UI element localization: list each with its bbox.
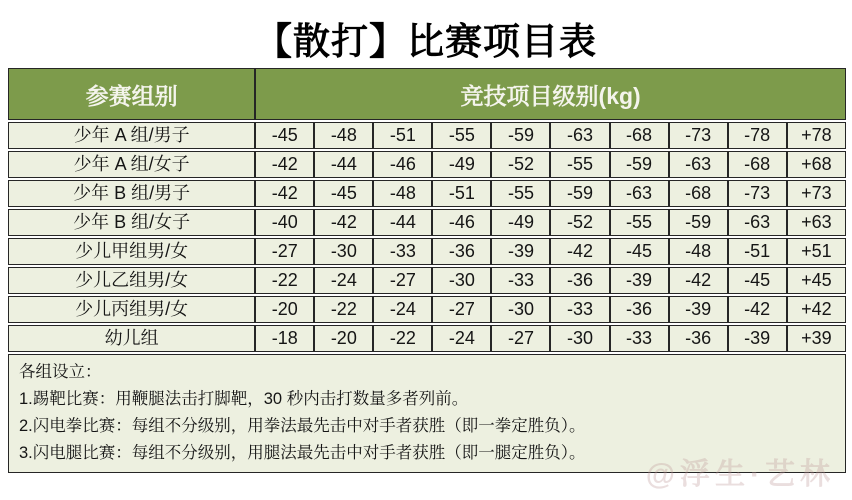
notes-panel: [8, 354, 846, 491]
note-item: 1.踢靶比赛：用鞭腿法击打脚靶，30 秒内击打数量多者列前。: [19, 390, 469, 408]
weight-cell: -44: [373, 209, 432, 236]
weight-cell: -48: [669, 238, 728, 265]
note-item: 3.闪电腿比赛：每组不分级别，用腿法最先击中对手者获胜（即一腿定胜负）。: [19, 444, 586, 462]
weight-cell: -59: [550, 180, 609, 207]
weight-cell: -48: [314, 122, 373, 149]
weight-cell: -68: [610, 122, 669, 149]
column-header-group: 参赛组别: [8, 68, 255, 120]
note-item: 2.闪电拳比赛：每组不分级别，用拳法最先击中对手者获胜（即一拳定胜负）。: [19, 417, 586, 435]
weight-cell: -27: [373, 267, 432, 294]
weight-cell: -45: [255, 122, 314, 149]
weight-cell: -33: [373, 238, 432, 265]
weight-cell: -49: [432, 151, 491, 178]
weight-cell: -42: [550, 238, 609, 265]
weight-cell: -51: [373, 122, 432, 149]
weight-cell: -78: [728, 122, 787, 149]
weight-cell: -59: [491, 122, 550, 149]
weight-cell: +39: [787, 325, 846, 352]
weight-cell: -22: [314, 296, 373, 323]
weight-cell: -73: [728, 180, 787, 207]
weight-cell: -46: [432, 209, 491, 236]
group-cell: 少儿乙组男/女: [8, 267, 255, 294]
table-row: [8, 238, 846, 265]
weight-cell: -49: [491, 209, 550, 236]
weight-cell: +51: [787, 238, 846, 265]
weight-cell: -20: [314, 325, 373, 352]
weight-cell: -63: [550, 122, 609, 149]
weight-cell: +78: [787, 122, 846, 149]
weight-cell: -45: [314, 180, 373, 207]
weight-cell: -39: [491, 238, 550, 265]
weight-cell: -52: [550, 209, 609, 236]
weight-cell: -52: [491, 151, 550, 178]
table-row: [8, 180, 846, 207]
weight-cell: -42: [314, 209, 373, 236]
weight-cell: -46: [373, 151, 432, 178]
weight-cell: -30: [550, 325, 609, 352]
weight-cell: -33: [491, 267, 550, 294]
table-row: [8, 267, 846, 294]
weight-cell: -51: [432, 180, 491, 207]
weight-cell: -42: [669, 267, 728, 294]
weight-cell: -44: [314, 151, 373, 178]
weight-cell: -42: [255, 151, 314, 178]
weight-cell: -68: [669, 180, 728, 207]
weight-cell: -55: [432, 122, 491, 149]
weight-cell: -27: [491, 325, 550, 352]
weight-cell: -63: [669, 151, 728, 178]
weight-cell: -42: [728, 296, 787, 323]
weight-cell: -33: [610, 325, 669, 352]
weight-cell: -20: [255, 296, 314, 323]
weight-cell: -36: [432, 238, 491, 265]
weight-cell: -55: [550, 151, 609, 178]
group-cell: 少儿丙组男/女: [8, 296, 255, 323]
weight-cell: -68: [728, 151, 787, 178]
weight-cell: -27: [432, 296, 491, 323]
weight-cell: +45: [787, 267, 846, 294]
weight-cell: -73: [669, 122, 728, 149]
weight-cell: -30: [432, 267, 491, 294]
weight-cell: -18: [255, 325, 314, 352]
table-row: [8, 151, 846, 178]
group-cell: 少年 A 组/女子: [8, 151, 255, 178]
watermark: @浮生·艺林: [645, 458, 835, 491]
weight-cell: -27: [255, 238, 314, 265]
weight-cell: -24: [373, 296, 432, 323]
weight-cell: -39: [669, 296, 728, 323]
weight-cell: -22: [255, 267, 314, 294]
weight-cell: +68: [787, 151, 846, 178]
header-row: [8, 68, 846, 120]
weight-cell: +73: [787, 180, 846, 207]
weight-cell: -36: [610, 296, 669, 323]
weight-cell: -63: [728, 209, 787, 236]
group-cell: 幼儿组: [8, 325, 255, 352]
weight-cell: -33: [550, 296, 609, 323]
weight-cell: -40: [255, 209, 314, 236]
weight-cell: -55: [491, 180, 550, 207]
weight-cell: -30: [314, 238, 373, 265]
weight-cell: -45: [610, 238, 669, 265]
weight-cell: -24: [314, 267, 373, 294]
weight-cell: -45: [728, 267, 787, 294]
weight-cell: +63: [787, 209, 846, 236]
page-title: 【散打】比赛项目表: [255, 21, 597, 62]
table-row: [8, 296, 846, 323]
weight-cell: -55: [610, 209, 669, 236]
weight-cell: -39: [610, 267, 669, 294]
table-row: [8, 209, 846, 236]
column-header-levels: 竞技项目级别(kg): [255, 68, 846, 120]
weight-cell: -63: [610, 180, 669, 207]
weight-cell: -51: [728, 238, 787, 265]
weight-cell: -39: [728, 325, 787, 352]
group-cell: 少年 B 组/女子: [8, 209, 255, 236]
weight-cell: -22: [373, 325, 432, 352]
weight-cell: -42: [255, 180, 314, 207]
weight-cell: -24: [432, 325, 491, 352]
group-cell: 少儿甲组男/女: [8, 238, 255, 265]
weight-cell: +42: [787, 296, 846, 323]
weight-cell: -48: [373, 180, 432, 207]
weight-cell: -36: [550, 267, 609, 294]
notes-heading: 各组设立：: [19, 363, 102, 381]
table-row: [8, 325, 846, 352]
group-cell: 少年 A 组/男子: [8, 122, 255, 149]
weight-cell: -59: [669, 209, 728, 236]
group-cell: 少年 B 组/男子: [8, 180, 255, 207]
weight-categories-table: [8, 66, 846, 354]
weight-cell: -36: [669, 325, 728, 352]
weight-cell: -59: [610, 151, 669, 178]
table-row: [8, 122, 846, 149]
weight-cell: -30: [491, 296, 550, 323]
